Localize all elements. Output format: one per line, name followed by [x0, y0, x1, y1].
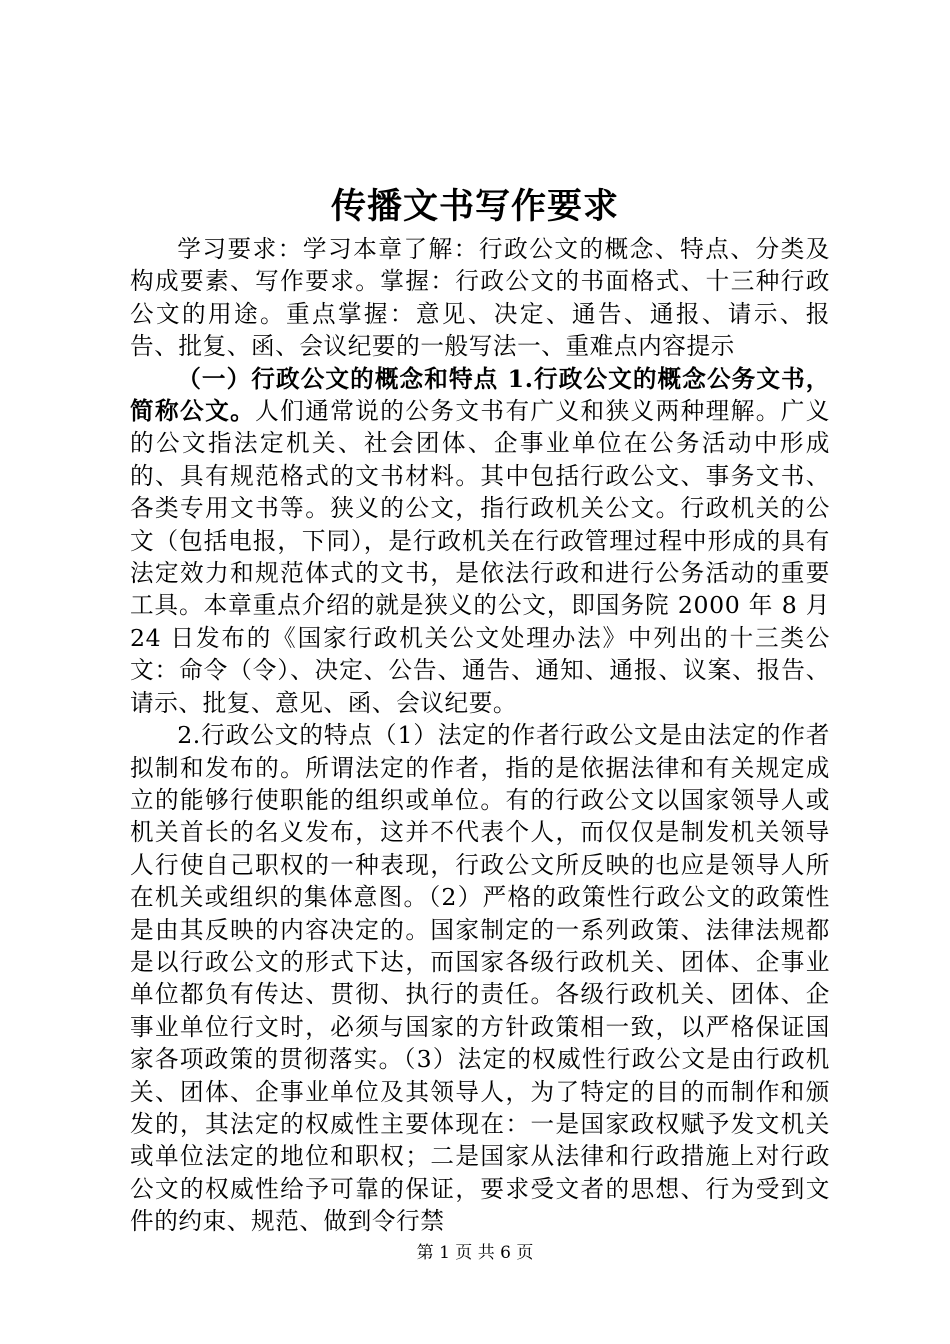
paragraph-text: 2.行政公文的特点（1）法定的作者行政公文是由法定的作者拟制和发布的。所谓法定的作者，指的是依据法律和有关规定成立的能够行使职能的组织或单位。有的行政公文以国家领导人或机关首长的名义发布，这并不代表个人，而仅仅是制发机关领导人行使自己职权的一种表现，行政公文所反映的也应是领导人所在机关或组织的集体意图。（2）严格的政策性行政公文的政策性是由其反映的内容决定的。国家制定的一系列政策、法律法规都是以行政公文的形式下达，而国家各级行政机关、团体、企事业单位都负有传达、贯彻、执行的责任。各级行政机关、团体、企事业单位行文时，必须与国家的方针政策相一致，以严格保证国家各项政策的贯彻落实。（3）法定的权威性行政公文是由行政机关、团体、企事业单位及其领导人，为了特定的目的而制作和颁发的，其法定的权威性主要体现在：一是国家政权赋予发文机关或单位法定的地位和职权；二是国家从法律和行政措施上对行政公文的权威性给予可靠的保证，要求受文者的思想、行为受到文件的约束、规范、做到令行禁 [130, 721, 830, 1236]
paragraph-text: 学习要求：学习本章了解：行政公文的概念、特点、分类及构成要素、写作要求。掌握：行政公文的书面格式、十三种行政公文的用途。重点掌握：意见、决定、通告、通报、请示、报告、批复、函、会议纪要的一般写法一、重难点内容提示 [130, 235, 830, 361]
document-title: 传播文书写作要求 [330, 186, 619, 227]
paragraph-text: 人们通常说的公务文书有广义和狭义两种理解。广义的公文指法定机关、社会团体、企事业单位在公务活动中形成的、具有规范格式的文书材料。其中包括行政公文、事务文书、各类专用文书等。狭义的公文，指行政机关公文。行政机关的公文（包括电报，下同），是行政机关在行政管理过程中形成的具有法定效力和规范体式的文书，是依法行政和进行公务活动的重要工具。本章重点介绍的就是狭义的公文，即国务院 2000 年 8 月 24 日发布的《国家行政机关公文处理办法》中列出的十三类公文：命令（令）、决定、公告、通告、通知、通报、议案、报告、请示、批复、意见、函、会议纪要。 [130, 397, 830, 717]
paragraph-concept [130, 363, 830, 719]
paragraph-learning-requirements [130, 233, 830, 363]
paragraph-characteristics [130, 719, 830, 1238]
section-heading: （一）行政公文的概念和特点 1.行政公文的概念公务文书，简称公文。 [130, 364, 830, 426]
document-body [130, 233, 830, 1238]
page-number-footer: 第 1 页 共 6 页 [416, 1243, 534, 1263]
